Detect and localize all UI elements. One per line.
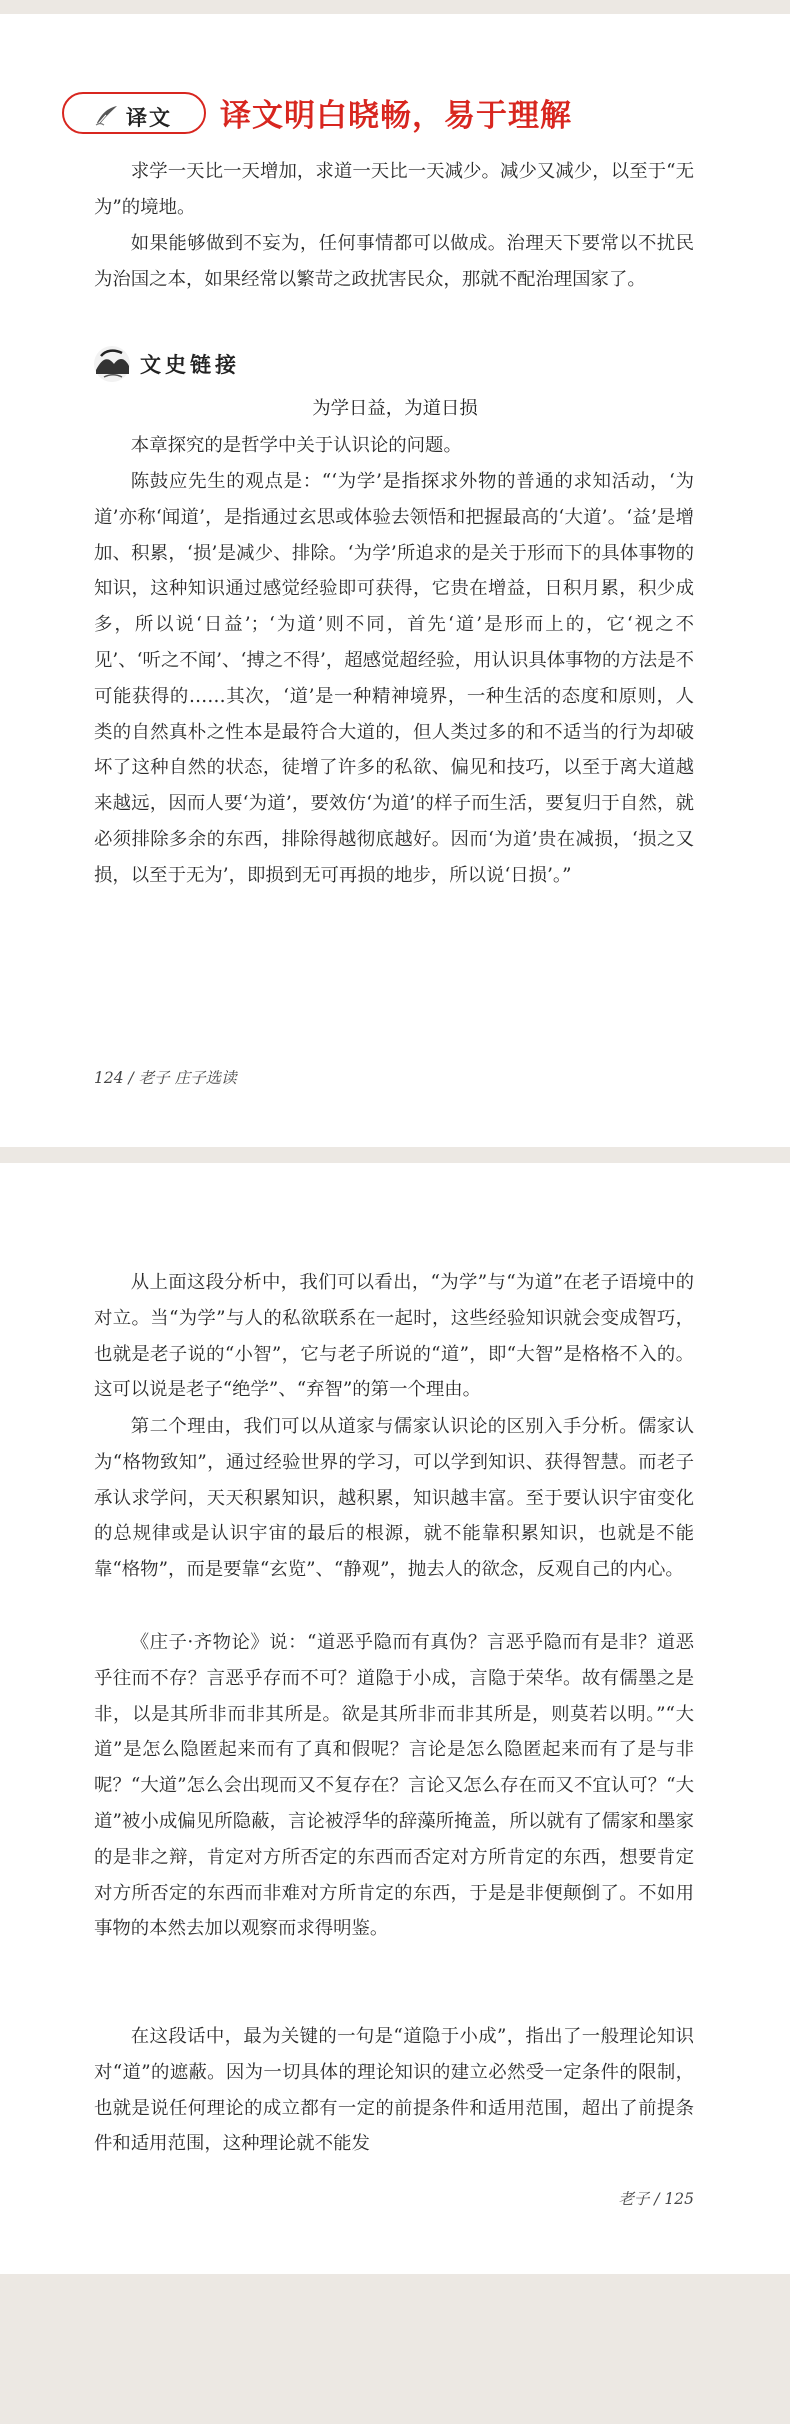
translation-paragraph-1: 求学一天比一天增加，求道一天比一天减少。减少又减少，以至于“无为”的境地。	[94, 161, 694, 218]
body-paragraph-3: 《庄子·齐物论》说：“道恶乎隐而有真伪？言恶乎隐而有是非？道恶乎往而不存？言恶乎存而不可？道隐于小成，言隐于荣华。故有儒墨之是非，以是其所非而非其所是。欲是其所非而非其所是，则莫若以明。”“大道”是怎么隐匿起来而有了真和假呢？言论是怎么隐匿起来而有了是与非呢？“大道”怎么会出现而又不复存在？言论又怎么存在而又不宜认可？“大道”被小成偏见所隐蔽，言论被浮华的辞藻所掩盖，所以就有了儒家和墨家的是非之辩，肯定对方所否定的东西而否定对方所肯定的东西，想要肯定对方所否定的东西而非难对方所肯定的东西，于是是非便颠倒了。不如用事物的本然去加以观察而求得明鉴。	[94, 1632, 694, 1940]
translation-badge	[62, 92, 206, 134]
page-124	[0, 14, 790, 1147]
link-paragraph-1: 本章探究的是哲学中关于认识论的问题。	[130, 435, 462, 456]
literature-link-header	[92, 344, 392, 388]
body-paragraph-4: 在这段话中，最为关键的一句是“道隐于小成”，指出了一般理论知识对“道”的遮蔽。因为一切具体的理论知识的建立必然受一定条件的限制，也就是说任何理论的成立都有一定的前提条件和适用范围，超出了前提条件和适用范围，这种理论就不能发	[94, 2026, 694, 2155]
body-paragraph-1: 从上面这段分析中，我们可以看出，“为学”与“为道”在老子语境中的对立。当“为学”与人的私欲联系在一起时，这些经验知识就会变成智巧，也就是老子说的“小智”，它与老子所说的“道”，即“大智”是格格不入的。这可以说是老子“绝学”、“弃智”的第一个理由。	[94, 1272, 694, 1401]
link-paragraph-2: 陈鼓应先生的观点是：“‘为学’是指探求外物的普通的求知活动，‘为道’亦称‘闻道’，是指通过玄思或体验去领悟和把握最高的‘大道’。‘益’是增加、积累，‘损’是减少、排除。‘为学’所追求的是关于形而下的具体事物的知识，这种知识通过感觉经验即可获得，它贵在增益，日积月累，积少成多，所以说‘日益’；‘为道’则不同，首先‘道’是形而上的，它‘视之不见’、‘听之不闻’、‘搏之不得’，超感觉超经验，用认识具体事物的方法是不可能获得的……其次，‘道’是一种精神境界，一种生活的态度和原则，人类的自然真朴之性本是最符合大道的，但人类过多的和不适当的行为却破坏了这种自然的状态，徒增了许多的私欲、偏见和技巧，以至于离大道越来越远，因而人要‘为道’，要效仿‘为道’的样子而生活，要复归于自然，就必须排除多余的东西，排除得越彻底越好。因而‘为道’贵在减损，‘损之又损，以至于无为’，即损到无可再损的地步，所以说‘日损’。”	[94, 471, 694, 886]
literature-link-label: 文史链接	[140, 352, 240, 377]
literature-link-title: 为学日益，为道日损	[312, 398, 478, 419]
translation-heading: 译文明白晓畅，易于理解	[220, 98, 572, 134]
translation-badge-label: 译文	[126, 105, 172, 130]
translation-section-header	[62, 86, 742, 142]
body-paragraph-2: 第二个理由，我们可以从道家与儒家认识论的区别入手分析。儒家认为“格物致知”，通过经验世界的学习，可以学到知识、获得智慧。而老子承认求学问，天天积累知识，越积累，知识越丰富。至于要认识宇宙变化的总规律或是认识宇宙的最后的根源，就不能靠积累知识，也就是不能靠“格物”，而是要靠“玄览”、“静观”，抛去人的欲念，反观自己的内心。	[94, 1416, 694, 1581]
ink-landscape-icon	[92, 344, 132, 384]
brush-leaf-icon	[94, 103, 120, 127]
page-footer-124: 124 / 老子 庄子选读	[94, 1069, 237, 1087]
page-125	[0, 1163, 790, 2274]
page-footer-125: 老子 / 125	[618, 2190, 694, 2208]
translation-paragraph-2: 如果能够做到不妄为，任何事情都可以做成。治理天下要常以不扰民为治国之本，如果经常以繁苛之政扰害民众，那就不配治理国家了。	[94, 233, 694, 290]
